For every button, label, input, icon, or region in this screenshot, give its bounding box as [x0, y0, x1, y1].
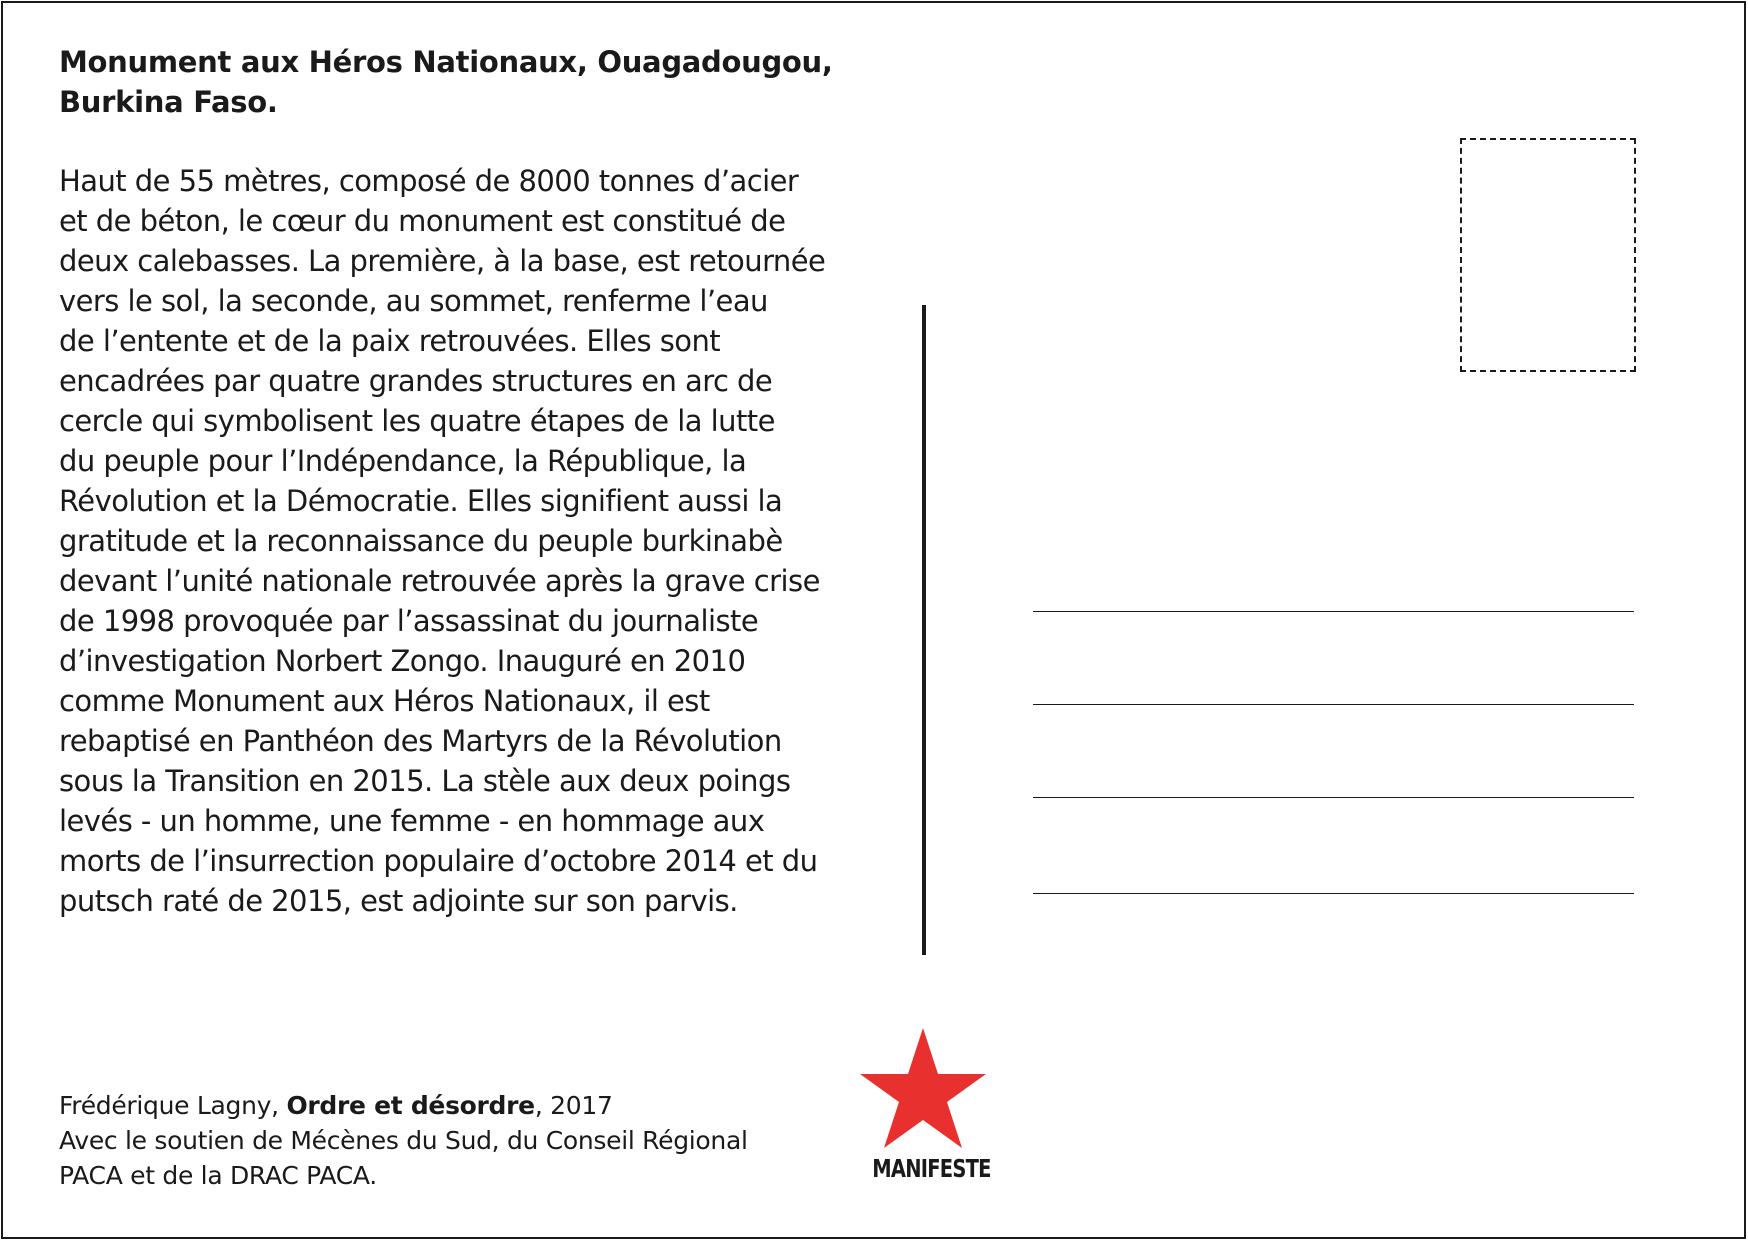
vertical-divider — [922, 305, 926, 955]
body-line: de 1998 provoquée par l’assassinat du journaliste — [59, 604, 759, 638]
credits — [59, 1088, 839, 1193]
body-line: vers le sol, la seconde, au sommet, renferme l’eau — [59, 284, 768, 318]
body-line: rebaptisé en Panthéon des Martyrs de la Révolution — [59, 724, 782, 758]
red-star-icon — [858, 1026, 988, 1151]
address-line — [1033, 893, 1634, 894]
title-line: Monument aux Héros Nationaux, Ouagadougou, — [59, 45, 833, 79]
manifeste-logo — [858, 1026, 991, 1191]
credit-line-author — [59, 1088, 839, 1123]
body-line: putsch raté de 2015, est adjointe sur son parvis. — [59, 884, 738, 918]
support-line: Avec le soutien de Mécènes du Sud, du Conseil Régional — [59, 1126, 748, 1155]
address-line — [1033, 704, 1634, 705]
postcard-title — [59, 42, 919, 122]
body-line: encadrées par quatre grandes structures en arc de — [59, 364, 773, 398]
title-line: Burkina Faso. — [59, 85, 278, 119]
work-title: Ordre et désordre — [286, 1091, 535, 1120]
body-line: sous la Transition en 2015. La stèle aux deux poings — [59, 764, 791, 798]
body-line: du peuple pour l’Indépendance, la République, la — [59, 444, 747, 478]
body-line: cercle qui symbolisent les quatre étapes de la lutte — [59, 404, 775, 438]
logo-text: MANIFESTE — [872, 1154, 991, 1183]
address-line — [1033, 797, 1634, 798]
address-line — [1033, 611, 1634, 612]
body-line: et de béton, le cœur du monument est constitué de — [59, 204, 786, 238]
body-line: gratitude et la reconnaissance du peuple burkinabè — [59, 524, 783, 558]
body-line: devant l’unité nationale retrouvée après la grave crise — [59, 564, 820, 598]
body-line: deux calebasses. La première, à la base, est retournée — [59, 244, 826, 278]
author-name: Frédérique Lagny, — [59, 1091, 287, 1120]
body-line: levés - un homme, une femme - en hommage aux — [59, 804, 765, 838]
body-line: morts de l’insurrection populaire d’octobre 2014 et du — [59, 844, 818, 878]
body-line: de l’entente et de la paix retrouvées. Elles sont — [59, 324, 721, 358]
body-line: Révolution et la Démocratie. Elles signifient aussi la — [59, 484, 783, 518]
body-line: d’investigation Norbert Zongo. Inauguré en 2010 — [59, 644, 746, 678]
work-year: , 2017 — [534, 1091, 613, 1120]
body-line: comme Monument aux Héros Nationaux, il est — [59, 684, 710, 718]
stamp-placeholder — [1460, 138, 1636, 372]
support-line: PACA et de la DRAC PACA. — [59, 1161, 377, 1190]
body-line: Haut de 55 mètres, composé de 8000 tonnes d’acier — [59, 164, 799, 198]
description-text — [59, 161, 919, 921]
